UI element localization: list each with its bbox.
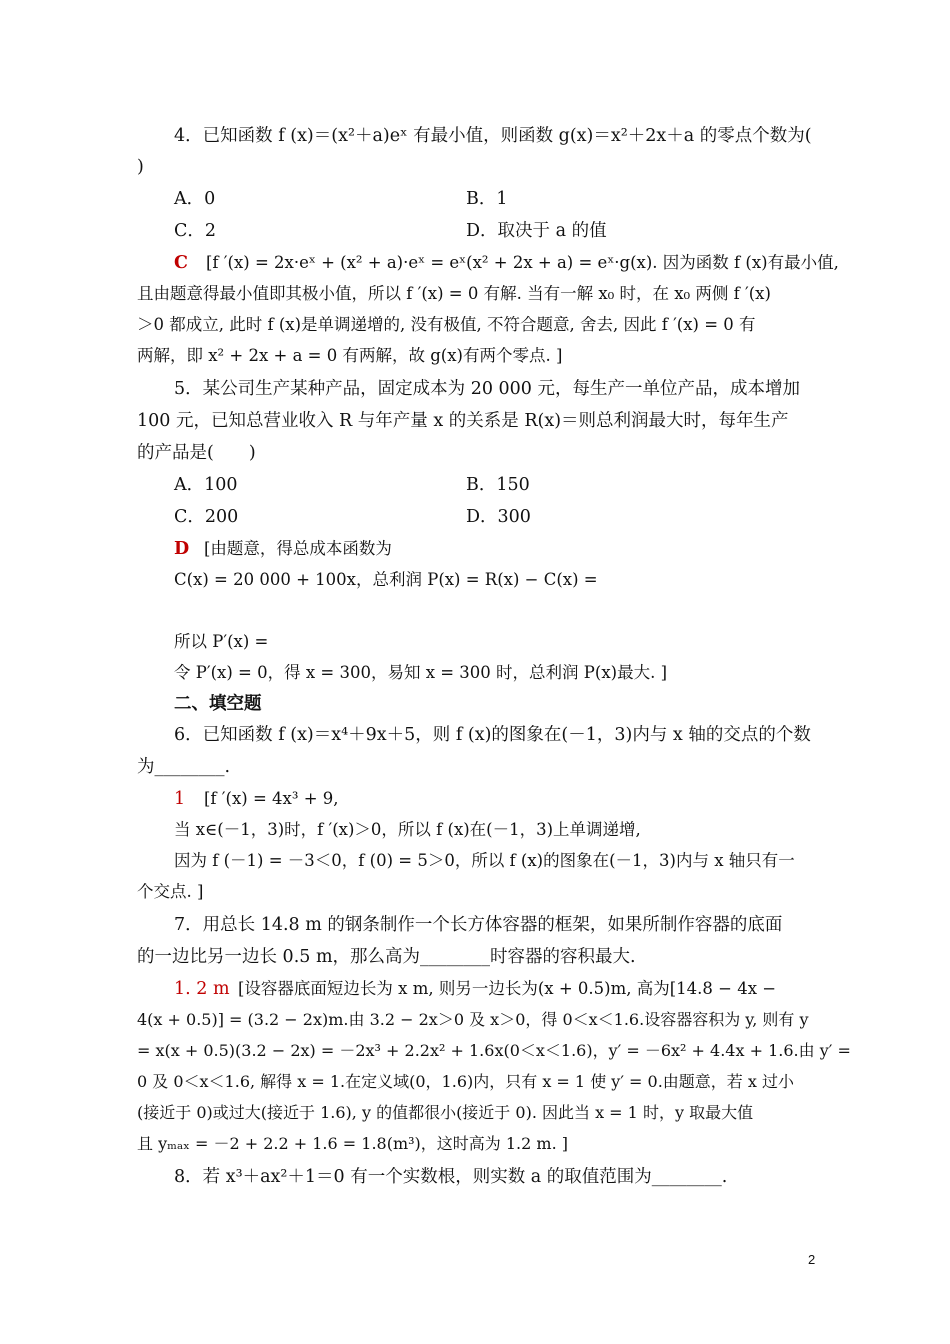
q4-solution-line4: 两解，即 x² + 2x + a = 0 有两解，故 g(x)有两个零点. ] — [137, 346, 563, 365]
q4-stem-line2: ) — [137, 157, 144, 177]
q6-solution-line1: [f ′(x) = 4x³ + 9, — [204, 789, 339, 808]
q5-option-d: D．300 — [466, 507, 531, 527]
q4-answer: C — [174, 253, 188, 273]
q5-solution-line1: [由题意，得总成本函数为 — [204, 539, 392, 558]
q7-stem-line1: 7．用总长 14.8 m 的钢条制作一个长方体容器的框架，如果所制作容器的底面 — [174, 915, 783, 935]
q7-answer: 1. 2 m — [174, 979, 230, 999]
q4-solution-line2: 且由题意得最小值即其极小值，所以 f ′(x) = 0 有解. 当有一解 x₀ 时，在 x₀ 两侧 f ′(x) — [137, 284, 771, 303]
q7-stem-line2: 的一边比另一边长 0.5 m，那么高为________时容器的容积最大. — [137, 947, 636, 967]
q5-solution-line3: 所以 P′(x) = — [174, 632, 269, 651]
q6-stem-line2: 为________. — [137, 757, 231, 777]
q5-stem-line2: 100 元，已知总营业收入 R 与年产量 x 的关系是 R(x)＝则总利润最大时，每年生产 — [137, 411, 789, 431]
section-heading-fill-in: 二、填空题 — [174, 694, 262, 714]
q6-answer: 1 — [174, 789, 186, 809]
q5-answer: D — [174, 539, 190, 559]
q4-stem-line1: 4．已知函数 f (x)＝(x²＋a)eˣ 有最小值，则函数 g(x)＝x²＋2x＋a 的零点个数为( — [174, 126, 812, 146]
q7-solution-line2: 4(x + 0.5)] = (3.2 − 2x)m.由 3.2 − 2x＞0 及 x＞0，得 0＜x＜1.6.设容器容积为 y, 则有 y — [137, 1010, 809, 1029]
q7-solution-line6: 且 yₘₐₓ = －2 + 2.2 + 1.6 = 1.8(m³)，这时高为 1.2 m. ] — [137, 1134, 568, 1153]
q7-solution-line1: [设容器底面短边长为 x m, 则另一边长为(x + 0.5)m, 高为[14.8 − 4x − — [238, 979, 777, 998]
q6-solution-line2: 当 x∈(－1，3)时，f ′(x)＞0，所以 f (x)在(－1，3)上单调递增, — [174, 820, 641, 839]
q5-stem-line3: 的产品是( ) — [137, 443, 256, 463]
q7-solution-line4: 0 及 0＜x＜1.6, 解得 x = 1.在定义域(0，1.6)内，只有 x = 1 使 y′ = 0.由题意，若 x 过小 — [137, 1072, 794, 1091]
q4-option-d: D．取决于 a 的值 — [466, 221, 607, 241]
q8-stem-line1: 8．若 x³＋ax²＋1＝0 有一个实数根，则实数 a 的取值范围为________. — [174, 1167, 728, 1187]
page-number: 2 — [808, 1252, 816, 1267]
q6-solution-line3: 因为 f (－1) = －3＜0，f (0) = 5＞0，所以 f (x)的图象在(－1，3)内与 x 轴只有一 — [174, 851, 795, 870]
q6-solution-line4: 个交点. ] — [137, 882, 204, 901]
q4-option-a: A．0 — [174, 189, 216, 209]
q5-stem-line1: 5．某公司生产某种产品，固定成本为 20 000 元，每生产一单位产品，成本增加 — [174, 379, 800, 399]
q5-option-c: C．200 — [174, 507, 239, 527]
q5-solution-line2: C(x) = 20 000 + 100x，总利润 P(x) = R(x) − C(x) = — [174, 570, 598, 589]
q4-solution-line3: ＞0 都成立, 此时 f (x)是单调递增的, 没有极值, 不符合题意, 舍去, 因此 f ′(x) = 0 有 — [137, 315, 756, 334]
q7-solution-line5: (接近于 0)或过大(接近于 1.6), y 的值都很小(接近于 0). 因此当 x = 1 时，y 取最大值 — [137, 1103, 754, 1122]
q4-option-c: C．2 — [174, 221, 217, 241]
q5-option-a: A．100 — [174, 475, 238, 495]
q5-option-b: B．150 — [466, 475, 530, 495]
q6-stem-line1: 6．已知函数 f (x)＝x⁴＋9x＋5，则 f (x)的图象在(－1，3)内与 x 轴的交点的个数 — [174, 725, 811, 745]
q7-solution-line3: = x(x + 0.5)(3.2 − 2x) = －2x³ + 2.2x² + 1.6x(0＜x＜1.6)，y′ = －6x² + 4.4x + 1.6.由 y′ = — [137, 1041, 851, 1060]
q4-option-b: B．1 — [466, 189, 508, 209]
q4-solution-line1: [f ′(x) = 2x·eˣ + (x² + a)·eˣ = eˣ(x² + 2x + a) = eˣ·g(x). 因为函数 f (x)有最小值, — [206, 253, 839, 272]
q5-solution-line4: 令 P′(x) = 0，得 x = 300，易知 x = 300 时，总利润 P(x)最大. ] — [174, 663, 668, 682]
